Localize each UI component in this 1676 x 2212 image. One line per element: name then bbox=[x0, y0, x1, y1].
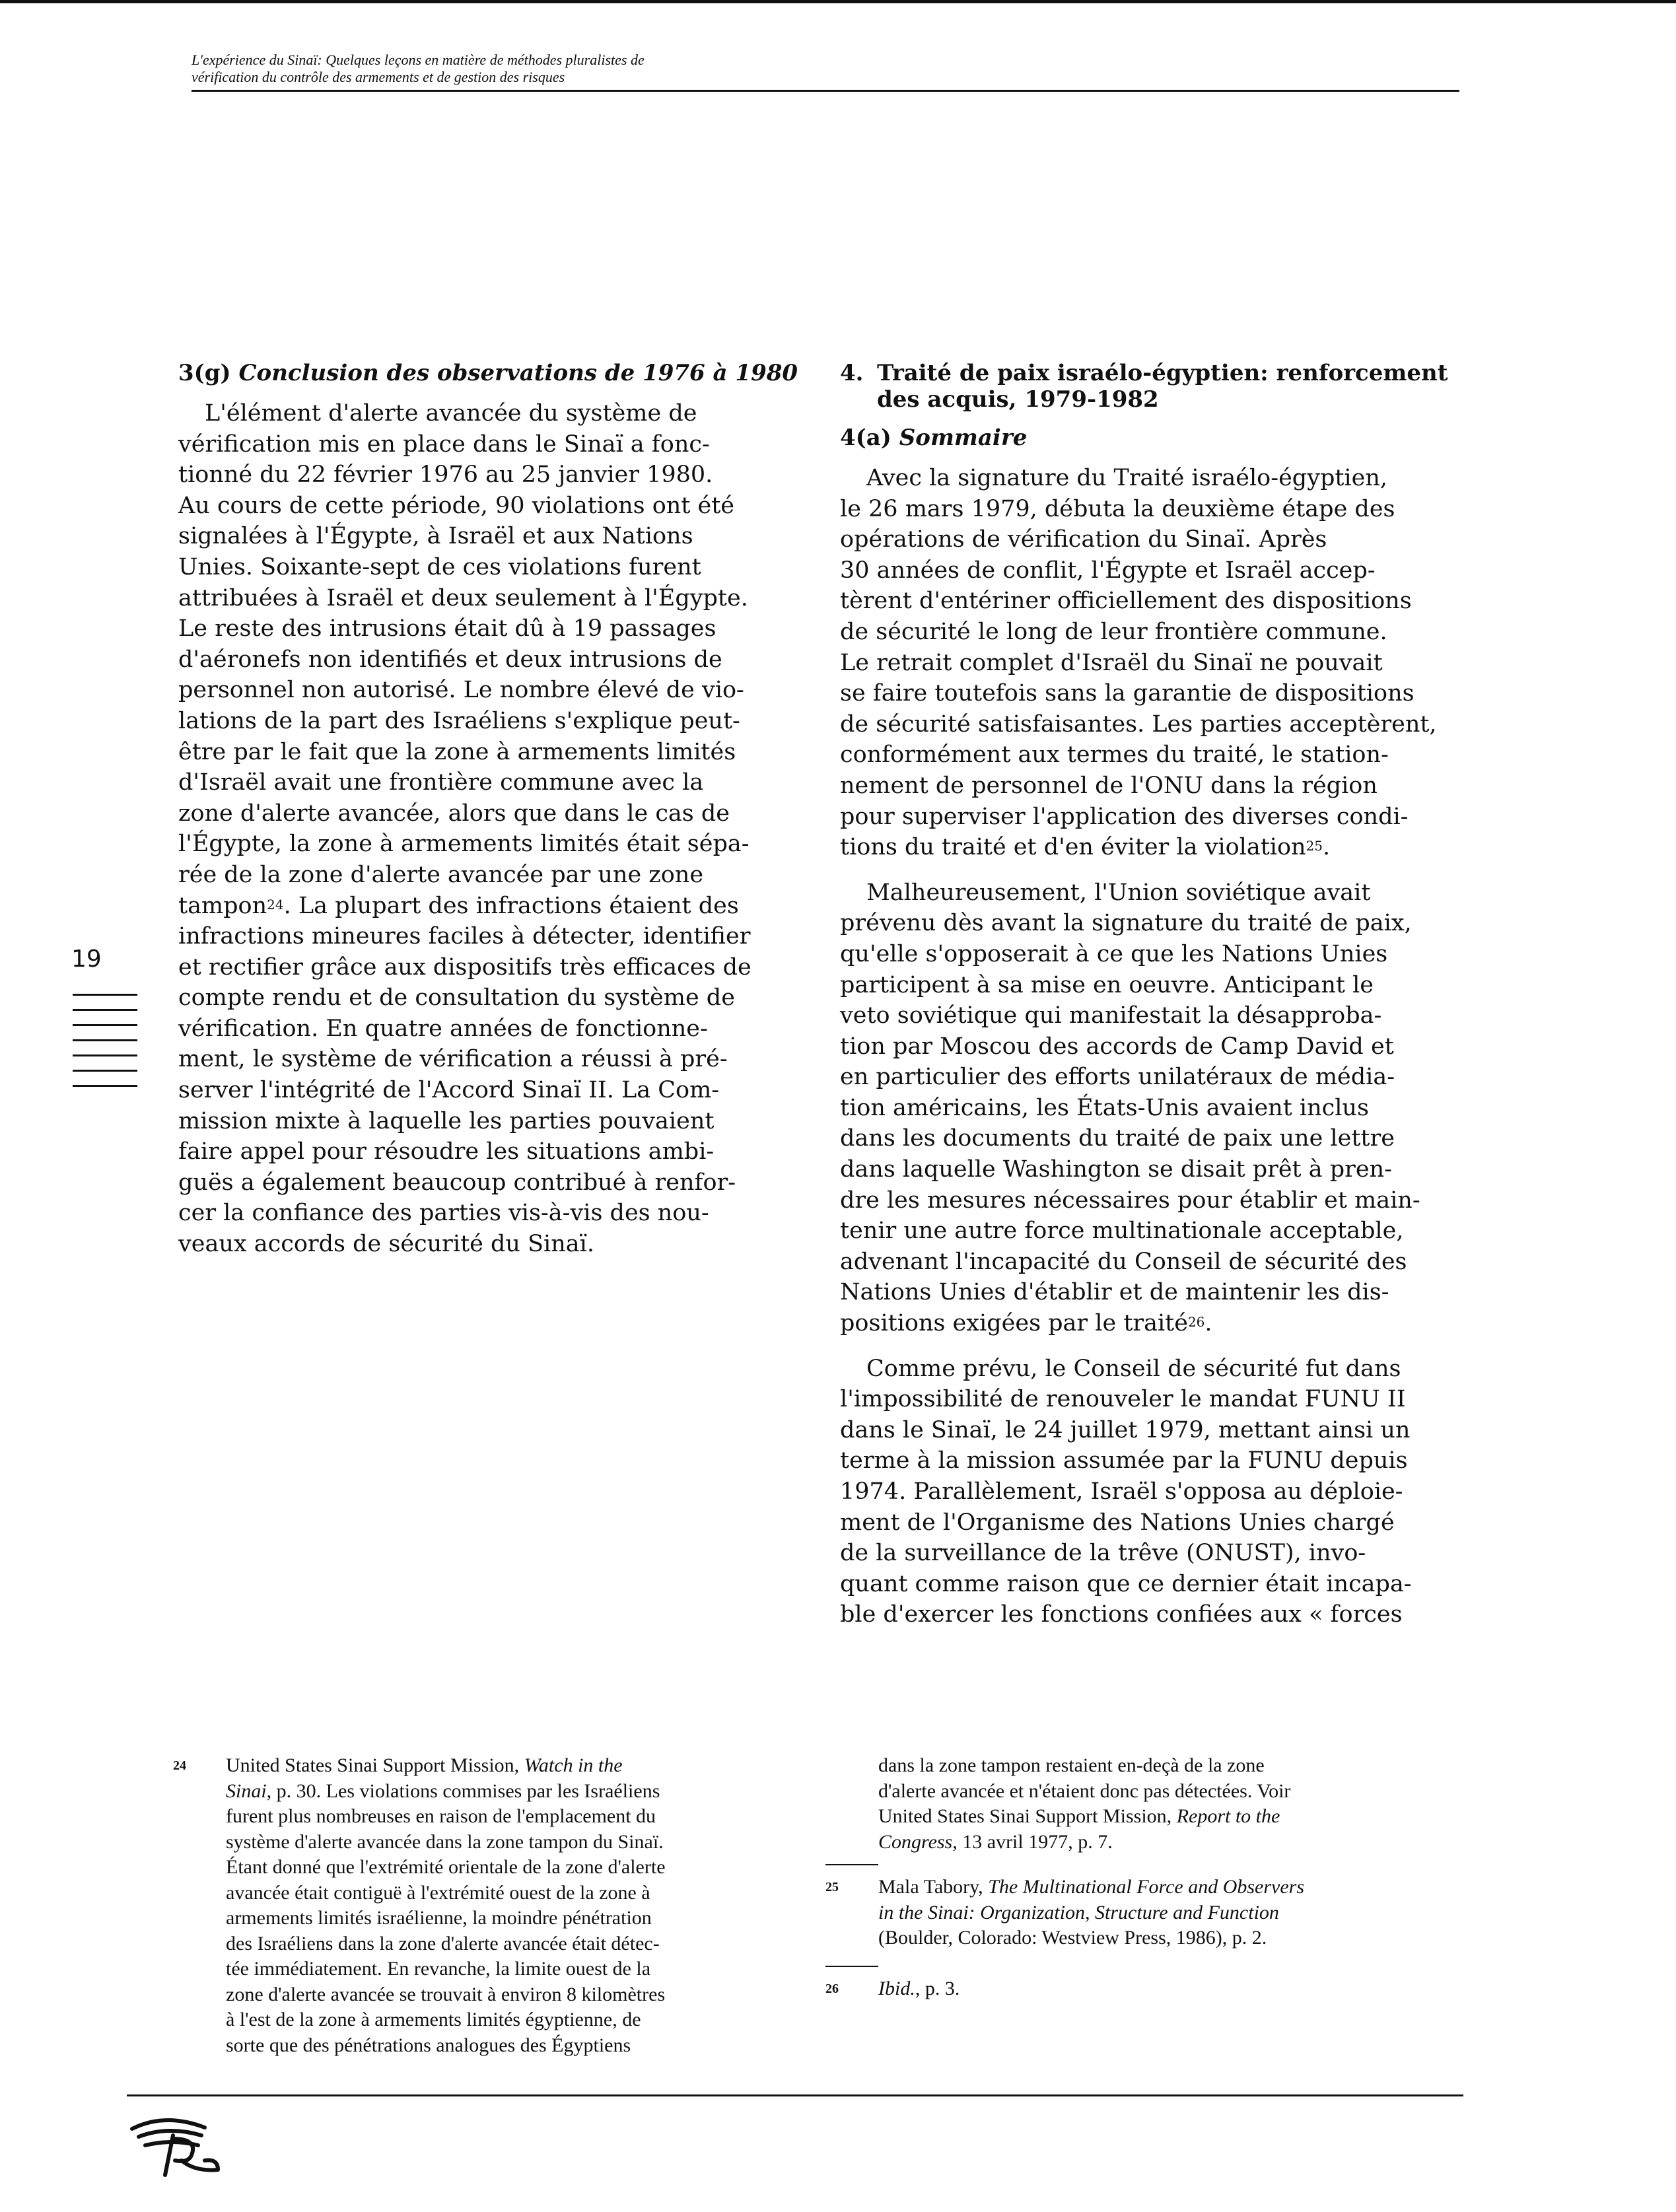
text-line: compte rendu et de consultation du système de bbox=[178, 985, 735, 1012]
text-line: dans laquelle Washington se disait prêt à pren- bbox=[840, 1156, 1392, 1183]
margin-rule bbox=[73, 1085, 137, 1087]
text-line: tionné du 22 février 1976 au 25 janvier 1980. bbox=[178, 462, 713, 489]
text-line: Nations Unies d'établir et de maintenir les dis- bbox=[840, 1279, 1389, 1306]
heading-title: Sommaire bbox=[899, 425, 1028, 451]
text-line: sorte que des pénétrations analogues des Égyptiens bbox=[226, 2034, 631, 2056]
text-line: opérations de vérification du Sinaï. Après bbox=[840, 526, 1327, 553]
text-line: attribuées à Israël et deux seulement à l'Égypte. bbox=[178, 584, 748, 611]
section-heading-4 bbox=[840, 360, 1448, 413]
footnote-reference: 25 bbox=[1306, 838, 1323, 854]
text-line: d'alerte avancée et n'étaient donc pas détectées. Voir bbox=[878, 1780, 1291, 1802]
footnote-reference: 26 bbox=[1187, 1314, 1205, 1331]
text-line: des Israéliens dans la zone d'alerte avancée était détec- bbox=[226, 1932, 660, 1954]
text-line: veto soviétique qui manifestait la désapproba- bbox=[840, 1002, 1382, 1029]
heading-title: Conclusion des observations de 1976 à 1980 bbox=[238, 360, 798, 386]
text-line: zone d'alerte avancée, alors que dans le cas de bbox=[178, 800, 730, 827]
text-line: 30 années de conflit, l'Égypte et Israël accep- bbox=[840, 557, 1376, 584]
text-line: être par le fait que la zone à armements limités bbox=[178, 738, 736, 765]
text-line: Au cours de cette période, 90 violations ont été bbox=[178, 492, 734, 519]
text-line: L'élément d'alerte avancée du système de bbox=[205, 400, 697, 427]
footnote-line: Ibid., p. 3. bbox=[878, 1977, 960, 1999]
text-line: Le retrait complet d'Israël du Sinaï ne pouvait bbox=[840, 649, 1383, 676]
margin-rule bbox=[73, 1054, 137, 1056]
text-line: ment, le système de vérification a réussi à pré- bbox=[178, 1046, 728, 1073]
heading-number: 3(g) bbox=[178, 360, 231, 386]
text-line: dre les mesures nécessaires pour établir et main- bbox=[840, 1187, 1420, 1214]
text-line: Avec la signature du Traité israélo-égyptien, bbox=[866, 465, 1388, 491]
footnotes-right bbox=[825, 1753, 1459, 2016]
left-column bbox=[178, 360, 798, 1274]
text-line: ble d'exercer les fonctions confiées aux « forces bbox=[840, 1601, 1403, 1628]
footnotes-left bbox=[173, 1753, 807, 2073]
footnote-line: (Boulder, Colorado: Westview Press, 1986), p. 2. bbox=[878, 1927, 1267, 1949]
text-line: dans le Sinaï, le 24 juillet 1979, mettant ainsi un bbox=[840, 1416, 1411, 1443]
footnote-separator bbox=[825, 1864, 878, 1865]
publisher-logo-icon bbox=[125, 2109, 225, 2182]
footnote-number: 24 bbox=[173, 1758, 186, 1773]
text-line: veaux accords de sécurité du Sinaï. bbox=[178, 1231, 594, 1258]
text-line: dans les documents du traité de paix une lettre bbox=[840, 1125, 1395, 1152]
text-line: zone d'alerte avancée se trouvait à environ 8 kilomètres bbox=[226, 1983, 666, 2005]
heading-number: 4(a) bbox=[840, 425, 891, 451]
text-line: infractions mineures faciles à détecter, identifier bbox=[178, 923, 751, 950]
footnote-25 bbox=[825, 1875, 1459, 1951]
text-line: terme à la mission assumée par la FUNU depuis bbox=[840, 1447, 1408, 1474]
paragraph bbox=[178, 398, 786, 1260]
heading-title bbox=[877, 360, 1448, 413]
text-line: guës a également beaucoup contribué à renfor- bbox=[178, 1169, 736, 1196]
text-line: signalées à l'Égypte, à Israël et aux Nations bbox=[178, 523, 693, 550]
paragraph bbox=[840, 1354, 1448, 1630]
text-line: rée de la zone d'alerte avancée par une zone bbox=[178, 861, 704, 888]
text-line: Malheureusement, l'Union soviétique avait bbox=[866, 879, 1371, 906]
text-line: quant comme raison que ce dernier était incapa- bbox=[840, 1570, 1412, 1597]
text-line: se faire toutefois sans la garantie de dispositions bbox=[840, 680, 1414, 707]
text-line: d'Israël avait une frontière commune avec la bbox=[178, 769, 704, 796]
text-line: tampon$^{24}$. La plupart des infractions étaient des bbox=[178, 892, 739, 919]
header-line: vérification du contrôle des armements et de gestion des risques bbox=[192, 69, 565, 85]
footnote-number: 25 bbox=[825, 1880, 839, 1894]
footnote-line: United States Sinai Support Mission, Watch in the bbox=[226, 1754, 623, 1776]
text-line: Étant donné que l'extrémité orientale de la zone d'alerte bbox=[226, 1856, 666, 1878]
running-header bbox=[192, 52, 1459, 92]
text-line: faire appel pour résoudre les situations ambi- bbox=[178, 1138, 715, 1165]
text-line: Le reste des intrusions était dû à 19 passages bbox=[178, 615, 716, 642]
text-line: qu'elle s'opposerait à ce que les Nations Unies bbox=[840, 940, 1388, 967]
text-line: de la surveillance de la trêve (ONUST), invo- bbox=[840, 1540, 1366, 1567]
heading-line: des acquis, 1979-1982 bbox=[877, 386, 1159, 413]
text-line: dans la zone tampon restaient en-deçà de la zone bbox=[878, 1754, 1265, 1776]
margin-rules bbox=[73, 994, 137, 1100]
text-line: mission mixte à laquelle les parties pouvaient bbox=[178, 1107, 715, 1134]
text-line: à l'est de la zone à armements limités égyptienne, de bbox=[226, 2009, 641, 2030]
footnote-24 bbox=[173, 1753, 807, 2058]
footnote-separator bbox=[825, 1966, 878, 1967]
text-line: de sécurité satisfaisantes. Les parties acceptèrent, bbox=[840, 710, 1437, 738]
footnote-number: 26 bbox=[825, 1981, 839, 1996]
text-line: Unies. Soixante-sept de ces violations furent bbox=[178, 553, 701, 580]
margin-rule bbox=[73, 1024, 137, 1026]
text-line: tée immédiatement. En revanche, la limite ouest de la bbox=[226, 1958, 651, 1980]
text-line: tenir une autre force multinationale acceptable, bbox=[840, 1218, 1404, 1245]
footnote-line: United States Sinai Support Mission, Report to the bbox=[878, 1805, 1280, 1827]
text-line: l'impossibilité de renouveler le mandat FUNU II bbox=[840, 1386, 1406, 1413]
text-line: armements limités israélienne, la moindre pénétration bbox=[226, 1907, 652, 1929]
text-line: vérification mis en place dans le Sinaï a fonc- bbox=[178, 431, 710, 458]
footnote-reference: 24 bbox=[267, 896, 284, 913]
text-line: cer la confiance des parties vis-à-vis des nou- bbox=[178, 1200, 709, 1227]
text-line: conformément aux termes du traité, le station- bbox=[840, 742, 1389, 769]
text-line: server l'intégrité de l'Accord Sinaï II. La Com- bbox=[178, 1077, 720, 1104]
margin-rule bbox=[73, 1009, 137, 1011]
text-line: ment de l'Organisme des Nations Unies chargé bbox=[840, 1509, 1395, 1536]
text-line: en particulier des efforts unilatéraux de média- bbox=[840, 1064, 1395, 1091]
page-number: 19 bbox=[71, 946, 102, 973]
footnote-24-continued bbox=[825, 1753, 1459, 1855]
text-line: tion par Moscou des accords de Camp David et bbox=[840, 1033, 1394, 1060]
margin-rule bbox=[73, 994, 137, 996]
text-line: avancée était contiguë à l'extrémité ouest de la zone à bbox=[226, 1881, 650, 1904]
paragraph bbox=[840, 463, 1448, 863]
text-line: positions exigées par le traité$^{26}$. bbox=[840, 1310, 1212, 1337]
text-line: pour superviser l'application des diverses condi- bbox=[840, 803, 1409, 830]
footnote-line: Mala Tabory, The Multinational Force and Observers bbox=[878, 1876, 1305, 1898]
footnote-line: in the Sinai: Organization, Structure and Function bbox=[878, 1901, 1279, 1923]
paragraph bbox=[840, 878, 1448, 1339]
text-line: d'aéronefs non identifiés et deux intrusions de bbox=[178, 646, 722, 673]
section-heading-3g bbox=[178, 360, 798, 386]
top-border bbox=[0, 0, 1676, 3]
footnote-26 bbox=[825, 1976, 1459, 2002]
header-rule bbox=[192, 90, 1459, 92]
header-line: L'expérience du Sinaï: Quelques leçons en matière de méthodes pluralistes de bbox=[192, 52, 645, 68]
footnote-line: Congress, 13 avril 1977, p. 7. bbox=[878, 1830, 1113, 1853]
heading-line: Traité de paix israélo-égyptien: renforcement bbox=[877, 360, 1448, 386]
right-column bbox=[840, 360, 1448, 1645]
text-line: personnel non autorisé. Le nombre élevé de vio- bbox=[178, 677, 744, 704]
text-line: tions du traité et d'en éviter la violation$^{25}$. bbox=[840, 834, 1331, 861]
text-line: lations de la part des Israéliens s'explique peut- bbox=[178, 707, 740, 734]
text-line: système d'alerte avancée dans la zone tampon du Sinaï. bbox=[226, 1830, 664, 1853]
text-line: tèrent d'entériner officiellement des dispositions bbox=[840, 588, 1412, 615]
text-line: prévenu dès avant la signature du traité de paix, bbox=[840, 910, 1412, 937]
margin-rule bbox=[73, 1039, 137, 1041]
text-line: et rectifier grâce aux dispositifs très efficaces de bbox=[178, 953, 751, 981]
text-line: furent plus nombreuses en raison de l'emplacement du bbox=[226, 1805, 656, 1827]
text-line: participent à sa mise en oeuvre. Anticipant le bbox=[840, 971, 1374, 998]
text-line: le 26 mars 1979, débuta la deuxième étape des bbox=[840, 495, 1395, 522]
bottom-rule bbox=[127, 2094, 1463, 2096]
footnote-line: Sinai, p. 30. Les violations commises par les Israéliens bbox=[226, 1780, 660, 1802]
section-heading-4a bbox=[840, 425, 1448, 451]
heading-number: 4. bbox=[840, 360, 864, 386]
text-line: de sécurité le long de leur frontière commune. bbox=[840, 618, 1387, 645]
text-line: vérification. En quatre années de fonctionne- bbox=[178, 1015, 708, 1042]
text-line: advenant l'incapacité du Conseil de sécurité des bbox=[840, 1248, 1407, 1275]
text-line: l'Égypte, la zone à armements limités était sépa- bbox=[178, 831, 750, 858]
text-line: tion américains, les États-Unis avaient inclus bbox=[840, 1094, 1369, 1121]
text-line: Comme prévu, le Conseil de sécurité fut dans bbox=[866, 1355, 1401, 1382]
text-line: 1974. Parallèlement, Israël s'opposa au déploie- bbox=[840, 1478, 1403, 1505]
margin-rule bbox=[73, 1070, 137, 1072]
text-line: nement de personnel de l'ONU dans la région bbox=[840, 772, 1378, 799]
